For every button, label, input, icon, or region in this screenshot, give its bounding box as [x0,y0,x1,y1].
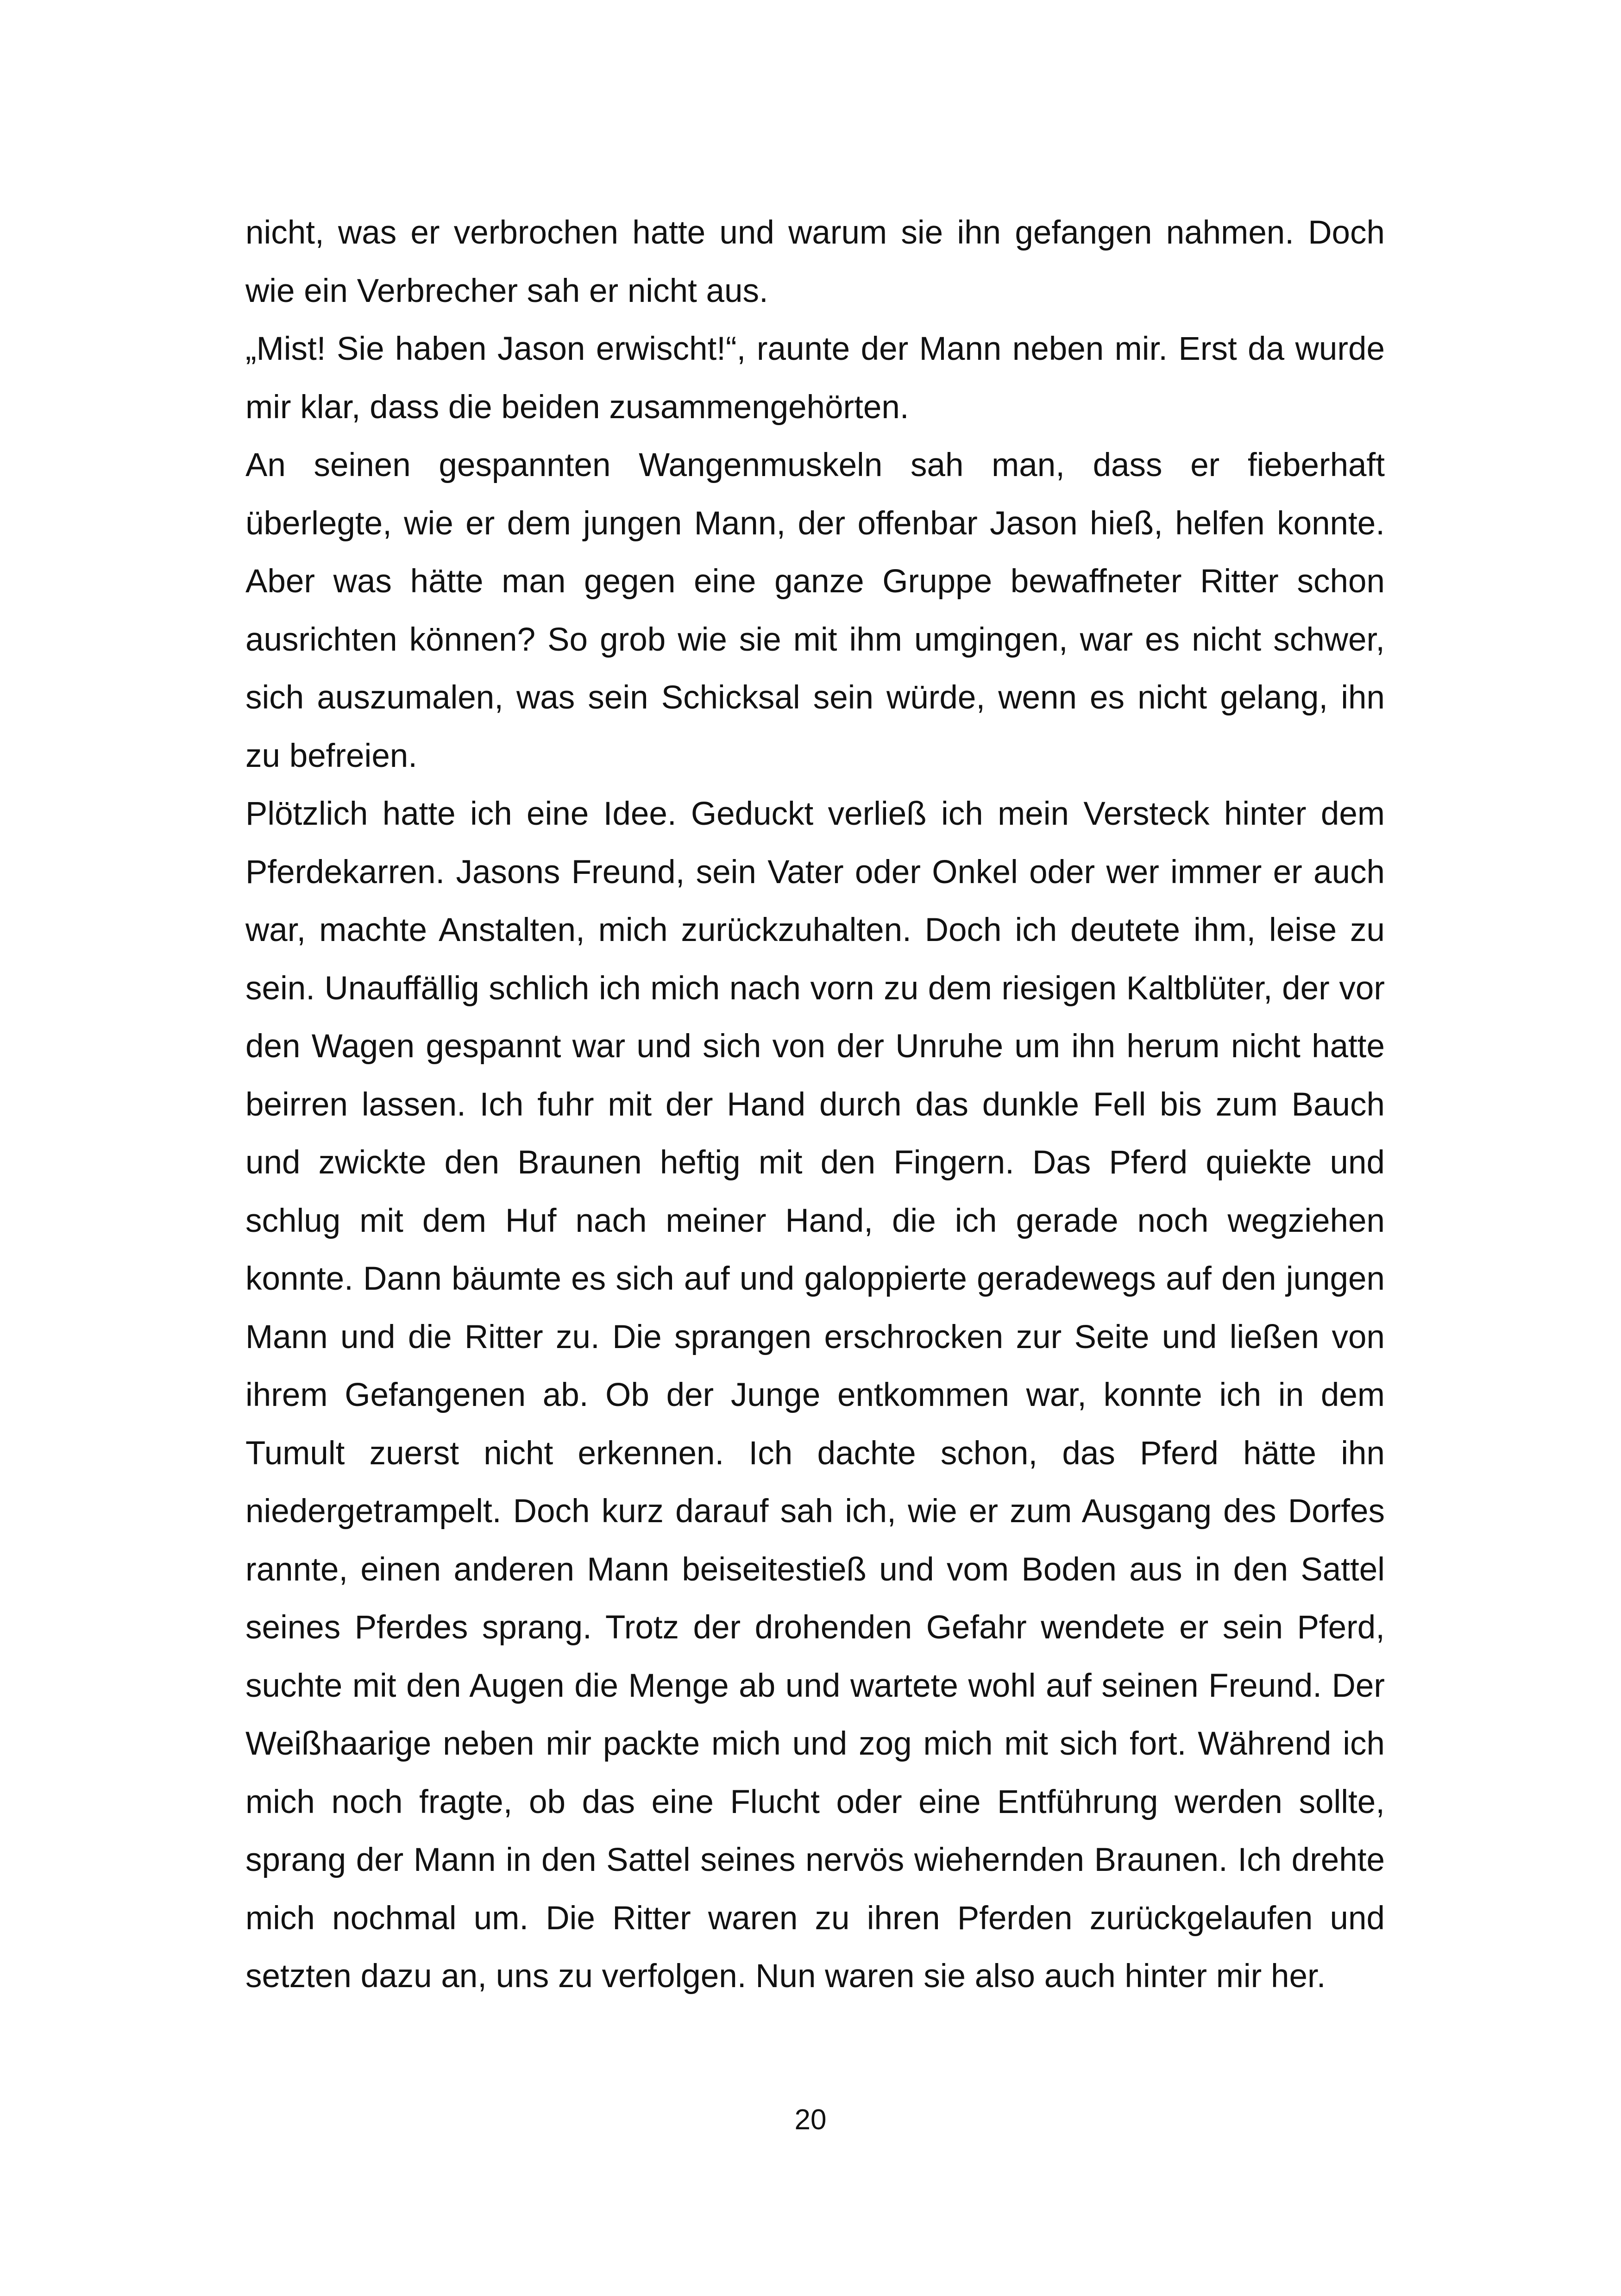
paragraph: An seinen gespannten Wangenmuskeln sah man, dass er fieberhaft überlegte, wie er dem jungen Mann, der offenbar Jason hieß, helfen konnte. Aber was hätte man gegen eine ganze Gruppe bewaffneter Ritter schon ausrichten können? So grob wie sie mit ihm umgingen, war es nicht schwer, sich auszumalen, was sein Schicksal sein würde, wenn es nicht gelang, ihn zu befreien. [245,447,1385,774]
paragraph: Plötzlich hatte ich eine Idee. Geduckt verließ ich mein Versteck hinter dem Pferdekarren. Jasons Freund, sein Vater oder Onkel oder wer immer er auch war, machte Anstalten, mich zurückzuhalten. Doch ich deutete ihm, leise zu sein. Unauffällig schlich ich mich nach vorn zu dem riesigen Kaltblüter, der vor den Wagen gespannt war und sich von der Unruhe um ihn herum nicht hatte beirren lassen. Ich fuhr mit der Hand durch das dunkle Fell bis zum Bauch und zwickte den Braunen heftig mit den Fingern. Das Pferd quiekte und schlug mit dem Huf nach meiner Hand, die ich gerade noch wegziehen konnte. Dann bäumte es sich auf und galoppierte geradewegs auf den jungen Mann und die Ritter zu. Die sprangen erschrocken zur Seite und ließen von ihrem Gefangenen ab. Ob der Junge entkommen war, konnte ich in dem Tumult zuerst nicht erkennen. Ich dachte schon, das Pferd hätte ihn niedergetrampelt. Doch kurz darauf sah ich, wie er zum Ausgang des Dorfes rannte, einen anderen Mann beiseitestieß und vom Boden aus in den Sattel seines Pferdes sprang. Trotz der drohenden Gefahr wendete er sein Pferd, suchte mit den Augen die Menge ab und wartete wohl auf seinen Freund. Der Weißhaarige neben mir packte mich und zog mich mit sich fort. Während ich mich noch fragte, ob das eine Flucht oder eine Entführung werden sollte, sprang der Mann in den Sattel seines nervös wiehernden Braunen. Ich drehte mich nochmal um. Die Ritter waren zu ihren Pferden zurückgelaufen und setzten dazu an, uns zu verfolgen. Nun waren sie also auch hinter mir her. [245,796,1385,1995]
paragraph: nicht, was er verbrochen hatte und warum sie ihn gefangen nahmen. Doch wie ein Verbrecher sah er nicht aus. [245,214,1385,309]
page-number: 20 [794,2104,827,2136]
paragraph: „Mist! Sie haben Jason erwischt!“, raunte der Mann neben mir. Erst da wurde mir klar, dass die beiden zusammengehörten. [245,331,1385,426]
body-text [245,204,1385,2006]
